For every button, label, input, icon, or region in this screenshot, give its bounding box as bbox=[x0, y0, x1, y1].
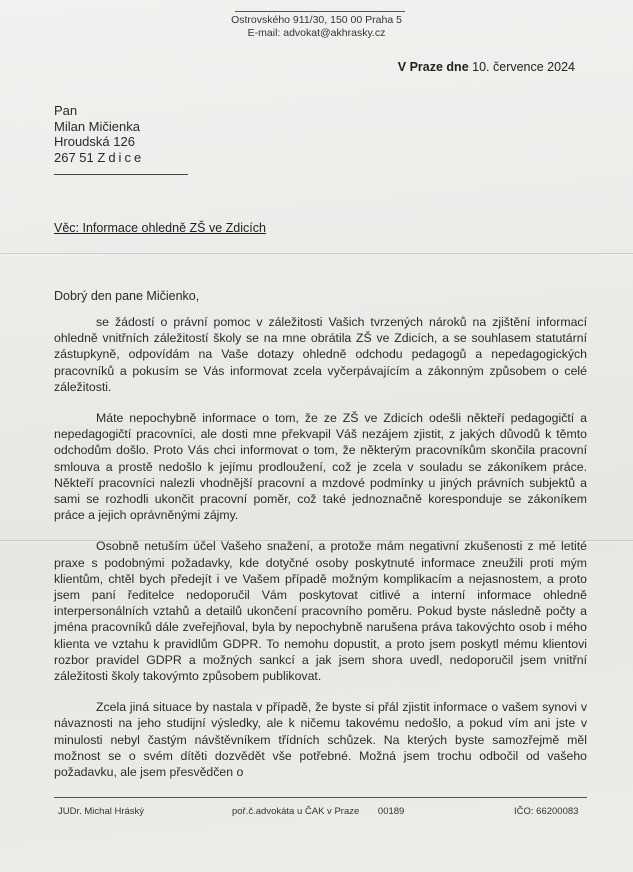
recipient-block bbox=[54, 103, 144, 165]
recipient-street: Hroudská 126 bbox=[54, 134, 135, 149]
footer-registration-label: poř.č.advokáta u ČAK v Praze bbox=[232, 806, 360, 817]
date-value: 10. července 2024 bbox=[472, 60, 575, 74]
recipient-name: Milan Mičienka bbox=[54, 118, 140, 134]
header-rule bbox=[235, 11, 405, 12]
letter-subject: Věc: Informace ohledně ZŠ ve Zdicích bbox=[54, 221, 266, 235]
paper-fold bbox=[0, 253, 633, 254]
paragraph: Osobně netuším účel Vašeho snažení, a protože mám negativní zkušenosti z mé letité praxe s podobnými požadavky, kde dotyčné osoby poskytnuté informace zneužili proti mým klientům, chtěl bych předejít i ve Vašem případě možným komplikacím a nejasnostem, a proto jsem paní ředitelce nedoporučil Vám poskytovat citlivé a interní informace ohledně interpersonálních vztahů a detailů ukončení pracovního poměru. Pokud byste následně počty a jména pracovníků dále zveřejňoval, byla by nepochybně narušena práva takovýchto osob i mého klienta ve vztahu k pravidlům GDPR. To nemohu dopustit, a proto jsem poskytl mému klientovi rozbor pravidel GDPR a možných sankcí a jak jsem shora uvedl, nedoporučil jsem vnitřní záležitosti školy takovýmto způsobem publikovat. bbox=[54, 539, 587, 684]
recipient-city: Zdice bbox=[97, 149, 145, 165]
sender-block bbox=[0, 14, 633, 40]
recipient-city-line bbox=[54, 150, 144, 166]
footer-rule bbox=[54, 797, 587, 798]
footer-ico: IČO: 66200083 bbox=[514, 806, 579, 817]
footer-registration-number: 00189 bbox=[377, 806, 405, 817]
sender-address: Ostrovského 911/30, 150 00 Praha 5 bbox=[231, 14, 402, 26]
recipient-zip: 267 51 bbox=[54, 149, 94, 165]
paragraph: se žádostí o právní pomoc v záležitosti Vašich tvrzených nároků na zjištění informací ohledně vnitřních záležitostí školy se na mne obrátila ZŠ ve Zdicích, a se souhlasem statutární zástupkyně, odpovídám na Vaše dotazy ohledně odchodu pedagogů a nepedagogických pracovníků a pokusím se Vás informovat zcela vyčerpávajícím a zákonným způsobem o celé záležitosti. bbox=[54, 315, 587, 394]
paragraph: Máte nepochybně informace o tom, že ze ZŠ ve Zdicích odešli někteří pedagogičtí a nepedagogičtí pracovníci, ale dosti mne překvapil Váš nezájem zjistit, z jakých důvodů k těmto odchodům došlo. Proto Vás chci informovat o tom, že některým pracovníkům skončila pracovní smlouva a prostě nedošlo k jejímu prodloužení, což je zcela v souladu se zákoníkem práce. Někteří pracovníci nalezli vhodnější pracovní a mzdové podmínky u jiných právních subjektů a sami se rozhodli ukončit pracovní poměr, což také jednoznačně koresponduje se zákoníkem práce a jejich oprávněnými zájmy. bbox=[54, 411, 587, 523]
letter-date bbox=[398, 60, 575, 74]
sender-email: E-mail: advokat@akhrasky.cz bbox=[247, 27, 386, 39]
recipient-salutation: Pan bbox=[54, 103, 78, 118]
recipient-rule bbox=[54, 174, 188, 175]
footer-attorney-name: JUDr. Michal Hráský bbox=[58, 806, 145, 817]
footer-registration bbox=[232, 806, 404, 817]
paragraph: Zcela jiná situace by nastala v případě, že byste si přál zjistit informace o vašem synovi v návaznosti na jeho studijní výsledky, ale k ničemu takovému nedošlo, a pokud vím ani jste v minulosti nebyl častým návštěvníkem třídních schůzek. Na kterých byste samozřejmě měl možnost se o svém dítěti dozvědět vše potřebné. Možná jsem trochu odbočil od vašeho požadavku, ale jsem přesvědčen o bbox=[54, 700, 587, 780]
letter-greeting: Dobrý den pane Mičienko, bbox=[54, 289, 200, 303]
letter-body bbox=[54, 314, 587, 795]
date-prefix: V Praze dne bbox=[397, 60, 469, 74]
